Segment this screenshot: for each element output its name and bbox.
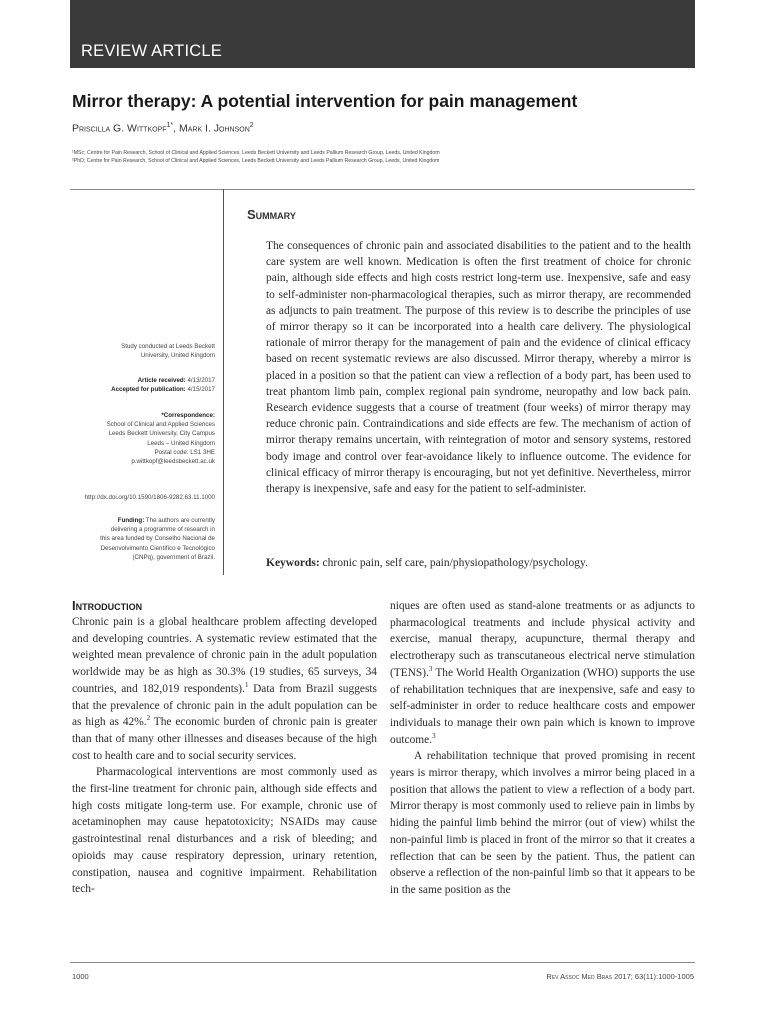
- correspondence-block: [72, 411, 215, 466]
- citation-mark: 3: [428, 665, 433, 674]
- keywords: [266, 557, 691, 569]
- summary-heading: Summary: [247, 207, 296, 222]
- author-name: Mark I. Johnson: [178, 122, 250, 135]
- header-bar: [70, 0, 695, 68]
- sidebar-line: Desenvolvimento Científico e Tecnológico: [100, 544, 215, 552]
- sidebar-line: (CNPq), government of Brazil.: [132, 553, 215, 561]
- sidebar-line: delivering a programme of research in: [110, 526, 215, 534]
- author-list: [72, 122, 254, 135]
- column-divider: [223, 189, 224, 575]
- doi-link[interactable]: http://dx.doi.org/10.1590/1806-9282.63.11.1000: [84, 494, 215, 501]
- article-title: Mirror therapy: A potential intervention for pain management: [72, 91, 578, 111]
- section-label: REVIEW ARTICLE: [81, 42, 222, 60]
- correspondence-label: *Correspondence:: [161, 412, 215, 419]
- sidebar-line: this area funded by Conselho Nacional de: [100, 535, 215, 543]
- citation-mark: 1: [244, 681, 249, 690]
- sidebar-line: Leeds – United Kingdom: [147, 439, 215, 447]
- accepted-value: 4/15/2017: [185, 386, 215, 394]
- sidebar-line: The authors are currently: [144, 517, 215, 524]
- sidebar-line: Study conducted at Leeds Beckett: [121, 343, 215, 350]
- affiliation: ²PhD; Centre for Pain Research, School of Clinical and Applied Sciences, Leeds Beckett University and Leeds Pallium Research Group, Leeds, United Kingdom: [72, 158, 440, 164]
- page-number: 1000: [72, 972, 89, 981]
- keywords-value: chronic pain, self care, pain/physiopathology/psychology.: [319, 557, 588, 569]
- author-affil-mark: 2: [249, 122, 254, 129]
- sidebar-line: Postal code: LS1 3HE: [154, 448, 215, 456]
- received-value: 4/13/2017: [185, 377, 215, 384]
- article-dates: [72, 376, 215, 394]
- sidebar-line: University, United Kingdom: [140, 352, 215, 360]
- author-name: Priscilla G. Wittkopf: [72, 122, 167, 135]
- sidebar-line: Leeds Beckett University, City Campus: [108, 430, 215, 438]
- accepted-label: Accepted for publication:: [111, 386, 186, 394]
- sidebar-line: School of Clinical and Applied Sciences: [106, 421, 215, 429]
- introduction-heading: Introduction: [72, 598, 143, 613]
- body-paragraph: Chronic pain is a global healthcare problem affecting developed and developing countries. A systematic review estimated that the weighted mean prevalence of chronic pain in the adult population worldwide may be as high as 30.3% (19 studies, 65 surveys, 34 countries, and 182,019 respondents).$^1$ Data from Brazil suggests that the prevalence of chronic pain in the adult population can be as high as 42%.$^2$ The economic burden of chronic pain is greater than that of many other illnesses and diseases because of the high cost to health care and to social security services.: [72, 616, 377, 762]
- divider: [70, 962, 695, 963]
- divider: [70, 189, 695, 190]
- received-label: Article received:: [137, 377, 186, 384]
- keywords-label: Keywords:: [266, 557, 320, 569]
- author-affil-mark: 1*: [166, 122, 174, 129]
- citation-mark: 3: [432, 731, 436, 740]
- body-column-left: [72, 614, 377, 898]
- funding-block: [72, 516, 215, 562]
- funding-label: Funding:: [117, 517, 145, 524]
- journal-reference: Rev Assoc Med Bras 2017; 63(11):1000-1005: [546, 972, 694, 981]
- accepted-date: [72, 385, 215, 394]
- body-paragraph: Pharmacological interventions are most commonly used as the first-line treatment for chronic pain, although side effects and high costs mitigate long-term use. For example, chronic use of acetaminophen may cause hepatotoxicity; NSAIDs may cause gastrointestinal renal disturbances and a risk of bleeding; and opioids may cause respiratory depression, urinary retention, constipation, nausea and cognitive impairment. Rehabilitation tech-: [72, 766, 377, 896]
- affiliation: ¹MSc; Centre for Pain Research, School of Clinical and Applied Sciences, Leeds Beckett University and Leeds Pallium Research Group, Leeds, United Kingdom: [72, 150, 440, 156]
- correspondence-email[interactable]: p.wittkopf@leedsbeckett.ac.uk: [131, 458, 215, 466]
- body-paragraph: A rehabilitation technique that proved promising in recent years is mirror therapy, which involves a mirror being placed in a position that allows the patient to view a reflection of a body part. Mirror therapy is most commonly used to relieve pain in limbs by hiding the painful limb behind the mirror (out of view) whilst the non-painful limb is placed in front of the mirror so that it creates a reflection that can be seen by the patient. Thus, the patient can observe a reflection of the non-painful limb so that it appears to be in the same position as the: [390, 750, 695, 896]
- study-location: [72, 342, 215, 360]
- body-paragraph: niques are often used as stand-alone treatments or as adjuncts to pharmacological treatments and include physical activity and exercise, manual therapy, acupuncture, thermal therapy and electrotherapy such as transcutaneous electrical nerve stimulation (TENS).$^3$ The World Health Organization (WHO) supports the use of rehabilitation techniques that are inexpensive, safe and easy to self-administer in order to reduce healthcare costs and empower individuals to manage their own pain which is known to improve outcome.$^3$: [390, 600, 695, 746]
- body-column-right: [390, 598, 695, 899]
- citation-mark: 2: [146, 714, 151, 723]
- summary-paragraph: The consequences of chronic pain and associated disabilities to the patient and to the health care system are well known. Medication is often the first treatment of choice for chronic pain, although side effects and high costs restrict long-term use. Inexpensive, safe and easy to self-administer non-pharmacological therapies, such as mirror therapy, are recommended as adjuncts to pain treatment. The purpose of this review is to describe the principles of use of mirror therapy so it can be incorporated into a health care delivery. The physiological rationale of mirror therapy for the management of pain and the evidence of clinical efficacy based on recent systematic reviews are also discussed. Mirror therapy, whereby a mirror is placed in a position so that the patient can view a reflection of a body part, has been used to treat phantom limb pain, complex regional pain syndrome, neuropathy and low back pain. Research evidence suggests that a course of treatment (four weeks) of mirror therapy may reduce chronic pain. Contraindications and side effects are few. The mechanism of action of mirror therapy remains uncertain, with reintegration of motor and sensory systems, restored body image and control over fear-avoidance likely to influence outcome. The evidence for clinical efficacy of mirror therapy is encouraging, but not yet definitive. Nevertheless, mirror therapy is inexpensive, safe and easy for the patient to self-administer.: [266, 240, 691, 496]
- author-separator: ,: [173, 122, 179, 135]
- received-date: [72, 376, 215, 385]
